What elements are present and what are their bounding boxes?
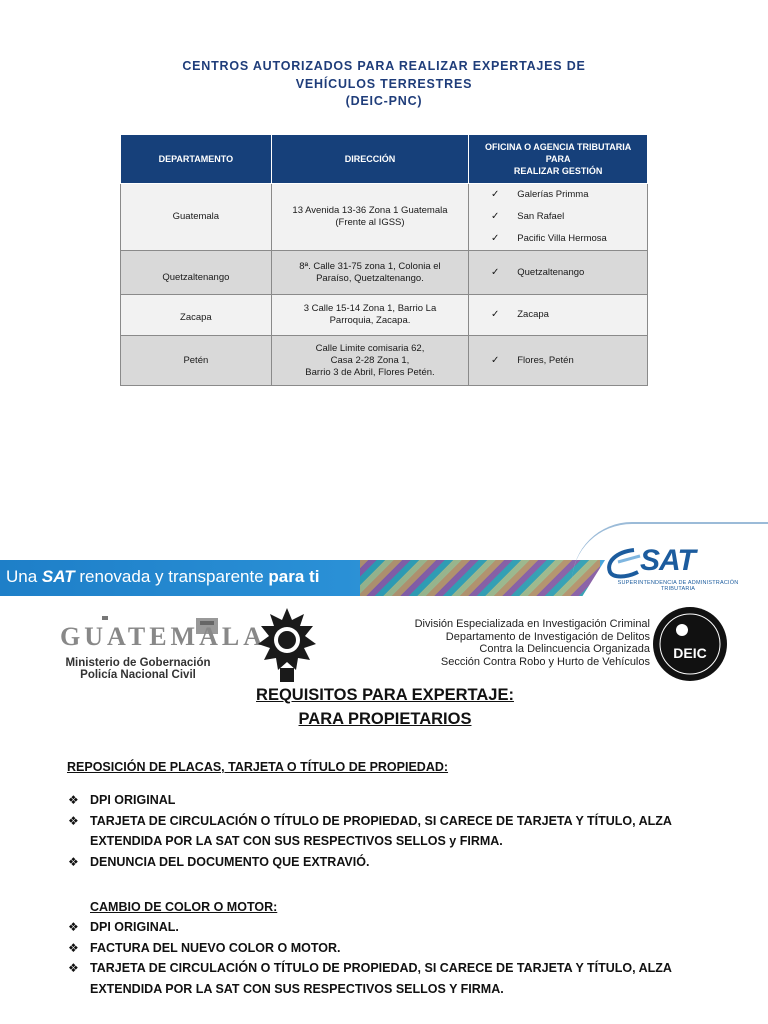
check-icon: ✓ [491,309,500,320]
cell-offices [469,295,648,336]
list-item [68,938,698,959]
diamond-bullet-icon: ❖ [68,854,79,869]
cell-department: Petén [121,336,272,386]
office-name: Quetzaltenango [517,266,585,278]
office-name: San Rafael [517,211,565,222]
check-icon: ✓ [491,266,500,278]
banner-slogan [6,567,319,587]
division-line: Contra la Delincuencia Organizada [479,643,650,655]
replacement-requirements-list [68,790,698,872]
sat-logo: SAT [640,544,695,577]
diamond-bullet-icon: ❖ [68,961,79,975]
color-engine-requirements-list [68,917,698,999]
cell-address [271,295,469,336]
title-line: VEHÍCULOS TERRESTRES [295,76,473,91]
list-item [473,309,643,321]
list-item [473,355,643,367]
table-row [121,251,648,295]
office-name: Zacapa [517,309,549,320]
emblem-guatemala: GUATEMALA [60,622,266,651]
cell-offices [469,184,648,251]
office-list [473,355,643,367]
requirement-text: TARJETA DE CIRCULACIÓN O TÍTULO DE PROPIEDAD, SI CARECE DE TARJETA Y TÍTULO, ALZA EXTENDIDA POR LA SAT CON SUS RESPECTIVOS SELLOS Y FIRMA. [90,961,672,996]
section-heading-replacement: REPOSICIÓN DE PLACAS, TARJETA O TÍTULO DE PROPIEDAD: [67,760,449,774]
division-line: Departamento de Investigación de Delitos [445,630,650,643]
section-heading-color-engine: CAMBIO DE COLOR O MOTOR: [90,900,278,914]
check-icon: ✓ [491,189,500,200]
deic-seal-text: DEIC [673,645,707,661]
requirement-text: FACTURA DEL NUEVO COLOR O MOTOR. [90,940,341,955]
cell-offices [469,336,648,386]
address-line: (Frente al IGSS) [335,217,405,228]
table-row [121,295,648,336]
table-row [121,184,648,251]
cell-address [271,251,469,295]
header-office [469,135,648,184]
check-icon: ✓ [491,233,500,244]
division-line: Sección Contra Robo y Hurto de Vehículos [440,655,650,668]
address-line: Calle Limite comisaria 62, [315,342,425,354]
requisites-title-line: REQUISITOS PARA EXPERTAJE: [256,686,514,704]
address-line: 13 Avenida 13-36 Zona 1 Guatemala [292,205,448,216]
requirement-text: DPI ORIGINAL [90,793,176,807]
cell-department: Guatemala [121,184,272,251]
header-department: DEPARTAMENTO [121,135,272,184]
address-line: 3 Calle 15-14 Zona 1, Barrio La [303,303,437,314]
division-heading [330,618,650,668]
address-line: Parroquia, Zacapa. [329,315,411,326]
diamond-bullet-icon: ❖ [68,793,79,807]
police-seal-icon [250,606,324,686]
document-title [120,58,648,111]
list-item [473,267,643,279]
centers-table [120,134,648,386]
slogan-start: Una [6,567,42,586]
sat-swoosh-icon [604,548,644,580]
ministry-label [40,657,236,681]
address-line: Barrio 3 de Abril, Flores Petén. [305,366,435,378]
cell-address [271,336,469,386]
slogan-end: para ti [268,567,320,586]
cell-address [271,184,469,251]
cell-department: Quetzaltenango [121,251,272,295]
requirement-text: DENUNCIA DEL DOCUMENTO QUE EXTRAVIÓ. [90,854,370,869]
ministry-line: Ministerio de Gobernación [65,657,211,669]
header-office-line: REALIZAR GESTIÓN [513,166,603,176]
deic-seal-icon [652,606,728,682]
address-line: 8ª. Calle 31-75 zona 1, Colonia el [299,260,441,272]
cell-department: Zacapa [121,295,272,336]
office-list [473,267,643,279]
division-line: División Especializada en Investigación Criminal [414,618,650,630]
requisites-title [200,683,570,731]
sat-logo-subtitle: SUPERINTENDENCIA DE ADMINISTRACIÓN TRIBUTARIA [617,580,739,592]
requirement-text: DPI ORIGINAL. [90,920,179,934]
slogan-middle: renovada y transparente [74,567,269,586]
cell-offices [469,251,648,295]
slogan-sat: SAT [41,567,75,586]
list-item [68,811,698,852]
title-line: CENTROS AUTORIZADOS PARA REALIZAR EXPERTAJES DE [182,59,586,73]
office-name: Galerías Primma [517,189,589,200]
ministry-line: Policía Nacional Civil [80,669,196,681]
list-item [68,958,698,999]
address-line: Casa 2-28 Zona 1, [330,354,410,366]
list-item [473,206,643,228]
diamond-bullet-icon: ❖ [68,940,79,955]
requirement-text: TARJETA DE CIRCULACIÓN O TÍTULO DE PROPIEDAD, SI CARECE DE TARJETA Y TÍTULO, ALZA EXTENDIDA POR LA SAT CON SUS RESPECTIVOS SELLOS y FIRMA. [90,813,672,848]
diamond-bullet-icon: ❖ [68,813,79,828]
banner-pattern [360,560,600,596]
header-office-line: OFICINA O AGENCIA TRIBUTARIA PARA [484,142,632,164]
diamond-bullet-icon: ❖ [68,920,79,934]
table-row [121,336,648,386]
list-item [68,852,698,873]
list-item [68,917,698,938]
address-line: Paraíso, Quetzaltenango. [316,272,424,284]
check-icon: ✓ [491,354,500,366]
title-line: (DEIC-PNC) [345,94,423,108]
list-item [68,790,698,811]
requisites-title-line: PARA PROPIETARIOS [298,710,472,728]
list-item [473,228,643,250]
office-list [473,184,643,250]
check-icon: ✓ [491,211,500,222]
office-list [473,309,643,321]
header-address: DIRECCIÓN [271,135,469,184]
table-header-row [121,135,648,184]
office-name: Pacific Villa Hermosa [517,233,607,244]
list-item [473,184,643,206]
office-name: Flores, Petén [517,354,574,366]
